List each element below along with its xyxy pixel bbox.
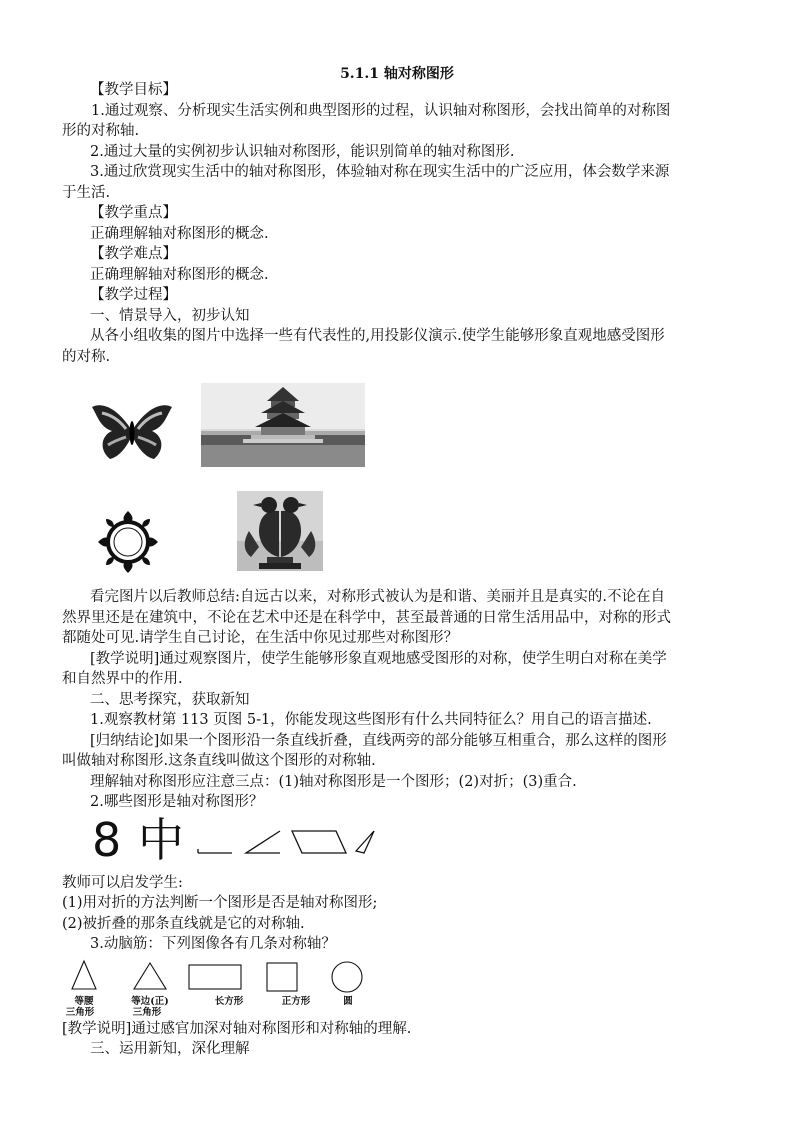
summary-line1: 看完图片以后教师总结:自远古以来，对称形式被认为是和谐、美丽并且是真实的.不论在自 <box>90 589 665 605</box>
geometric-shapes-row <box>65 959 740 1018</box>
teacher-hint: 教师可以启发学生: <box>62 874 183 891</box>
question-3: 3.动脑筋：下列图像各有几条对称轴？ <box>90 936 336 952</box>
rectangle-shape <box>189 965 241 989</box>
section-heading-goal: 【教学目标】 <box>90 82 177 98</box>
goal2: 2.通过大量的实例初步认识轴对称图形，能识别简单的轴对称图形. <box>90 143 515 160</box>
twin-birds-image <box>237 491 323 571</box>
label-rectangle <box>204 996 254 1007</box>
shapes-row <box>90 812 740 869</box>
three-points: 理解轴对称图形应注意三点：(1)轴对称图形是一个图形；(2)对折；(3)重合. <box>90 773 577 790</box>
difficulty-text: 正确理解轴对称图形的概念. <box>90 266 269 283</box>
question-1: 1.观察教材第 113 页图 5-1，你能发现这些图形有什么共同特征么？用自己的语言描述. <box>90 712 652 728</box>
shapes-svg <box>64 959 384 993</box>
section-heading-difficulty: 【教学难点】 <box>90 246 177 262</box>
square-shape <box>267 963 297 991</box>
triangle-shape <box>356 831 374 853</box>
section-heading-process: 【教学过程】 <box>90 287 177 303</box>
page-title: 5.1.1 轴对称图形 <box>340 66 454 82</box>
equilateral-triangle-shape <box>134 963 166 989</box>
section-heading-key: 【教学重点】 <box>90 205 177 221</box>
isosceles-triangle-shape <box>72 961 96 989</box>
segment-shape <box>198 849 232 853</box>
goal1-line2: 形的对称轴. <box>62 123 140 139</box>
conclusion-line2: 叫做轴对称图形.这条直线叫做这个图形的对称轴. <box>62 753 376 769</box>
label-circle <box>341 996 355 1007</box>
part2-heading: 二、思考探究，获取新知 <box>90 691 250 708</box>
butterfly-image <box>90 401 174 463</box>
note1-line1: [教学说明]通过观察图片，使学生能够形象直观地感受图形的对称，使学生明白对称在美学 <box>90 650 667 667</box>
angle-shape <box>246 831 280 853</box>
summary-line2: 然界里还是在建筑中，不论在艺术中还是在科学中，甚至最普通的日常生活用品中，对称的形式 <box>62 609 671 626</box>
key-text: 正确理解轴对称图形的概念. <box>90 225 269 242</box>
character-zhong-shape: 中 <box>138 812 184 867</box>
question-2: 2.哪些图形是轴对称图形？ <box>90 794 264 810</box>
temple-of-heaven-image <box>201 383 365 467</box>
part1-heading: 一、情景导入，初步认知 <box>90 307 250 324</box>
label-square-text: 正方形 <box>281 995 311 1007</box>
goal1-line1: 1.通过观察、分析现实生活实例和典型图形的过程，认识轴对称图形，会找出简单的对称图 <box>91 102 671 119</box>
label-equilateral <box>128 996 172 1018</box>
label-rectangle-text: 长方形 <box>214 995 244 1007</box>
hint-2: (2)被折叠的那条直线就是它的对称轴. <box>62 915 305 932</box>
circle-shape <box>332 962 362 992</box>
geometric-lines-group <box>196 825 376 865</box>
label-circle-text: 圆 <box>343 995 353 1007</box>
picture-row-1 <box>90 383 740 487</box>
conclusion-line1: [归纳结论]如果一个图形沿一条直线折叠，直线两旁的部分能够互相重合，那么这样的图形 <box>90 732 667 749</box>
goal3-line2: 于生活. <box>62 184 111 201</box>
label-isosceles-line1: 等腰 <box>74 995 94 1007</box>
label-isosceles <box>64 996 104 1018</box>
part1-line1: 从各小组收集的图片中选择一些有代表性的,用投影仪演示.使学生能够形象直观地感受图形 <box>90 328 665 344</box>
parallelogram-shape <box>292 831 346 853</box>
ornament-pattern-image <box>96 509 160 575</box>
part3-heading: 三、运用新知，深化理解 <box>90 1041 250 1057</box>
label-equilateral-line2: 三角形 <box>132 1006 162 1018</box>
label-square <box>276 996 316 1007</box>
picture-row-2 <box>90 491 740 583</box>
hint-1: (1)用对折的方法判断一个图形是否是轴对称图形; <box>62 895 378 911</box>
note1-line2: 和自然界中的作用. <box>62 671 183 687</box>
part1-line2: 的对称. <box>62 348 111 365</box>
note-2: [教学说明]通过感官加深对轴对称图形和对称轴的理解. <box>62 1020 412 1037</box>
label-equilateral-line1: 等边(正) <box>131 995 169 1007</box>
document-body <box>62 80 740 1060</box>
goal3-line1: 3.通过欣赏现实生活中的轴对称图形，体验轴对称在现实生活中的广泛应用，体会数学来源 <box>90 164 670 180</box>
digit-eight-shape: 8 <box>92 812 122 867</box>
label-isosceles-line2: 三角形 <box>65 1006 95 1018</box>
summary-line3: 都随处可见.请学生自己讨论，在生活中你见过那些对称图形？ <box>62 630 459 646</box>
